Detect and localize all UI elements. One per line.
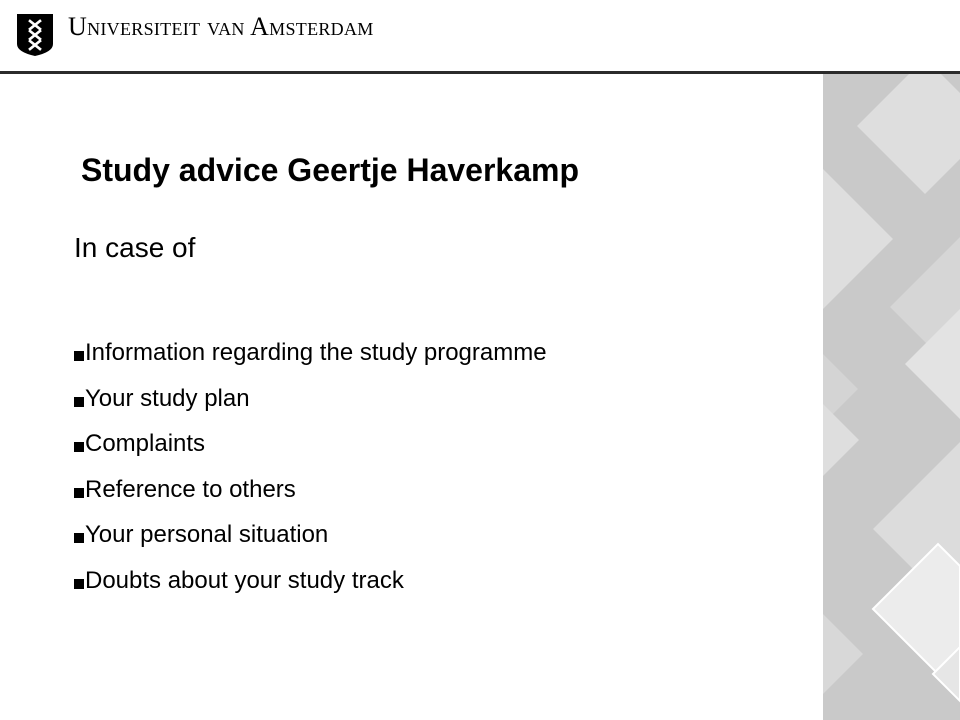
slide-intro: In case of	[74, 232, 196, 263]
bullet-item	[74, 379, 547, 425]
square-bullet-icon	[74, 533, 84, 543]
square-bullet-icon	[74, 351, 84, 361]
header	[0, 0, 960, 72]
uva-crest-icon	[17, 14, 53, 56]
bullet-text: Reference to others	[85, 475, 296, 503]
bullet-text: Doubts about your study track	[85, 566, 404, 594]
decorative-diamond-panel	[823, 74, 960, 720]
bullet-text: Information regarding the study programme	[85, 339, 547, 366]
bullet-item	[74, 333, 547, 379]
bullet-text: Your study plan	[85, 384, 250, 412]
bullet-item	[74, 470, 547, 516]
header-divider	[0, 71, 960, 74]
bullet-item	[74, 424, 547, 470]
square-bullet-icon	[74, 488, 84, 498]
square-bullet-icon	[74, 397, 84, 407]
bullet-list	[74, 333, 547, 606]
bullet-text: Complaints	[85, 430, 206, 457]
bullet-item	[74, 561, 547, 607]
university-name: Universiteit van Amsterdam	[68, 12, 374, 41]
bullet-item	[74, 515, 547, 561]
square-bullet-icon	[74, 579, 84, 589]
bullet-text: Your personal situation	[85, 521, 329, 548]
square-bullet-icon	[74, 442, 84, 452]
slide-title: Study advice Geertje Haverkamp	[81, 152, 580, 188]
